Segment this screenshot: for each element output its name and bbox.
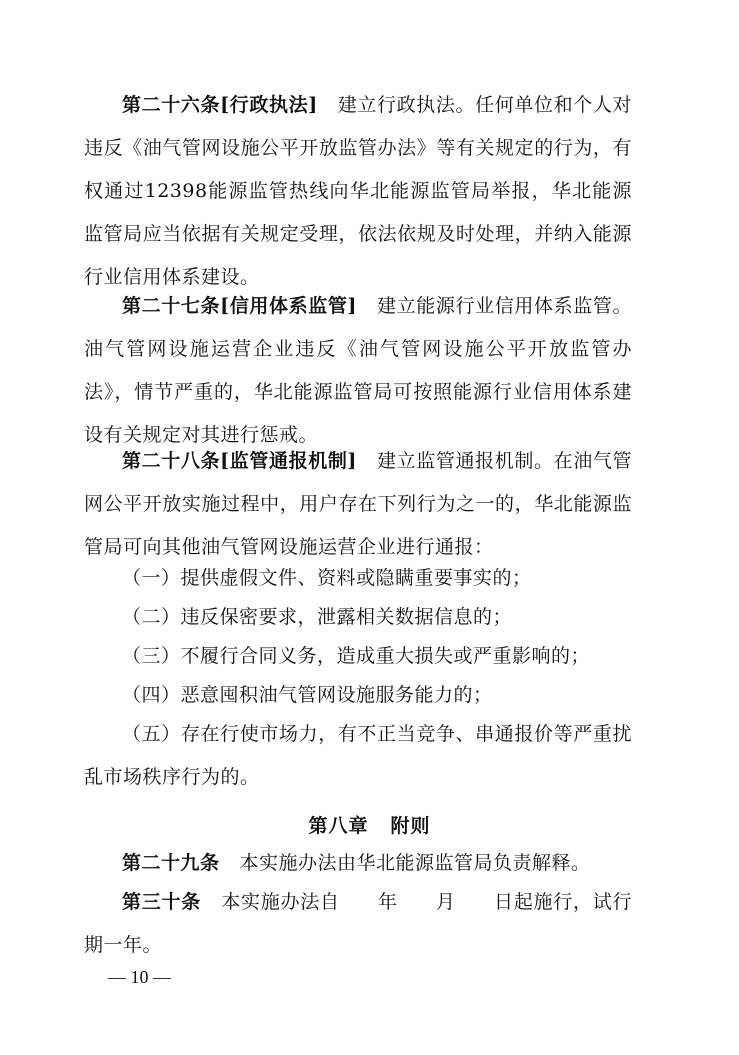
article-30-year: 年 — [377, 891, 398, 913]
article-27-text: 建立能源行业信用体系监管。油气管网设施运营企业违反《油气管网设施公平开放监管办法》，情节严重的，华北能源监管局可按照能源行业信用体系建设有关规定对其进行惩戒。 — [84, 295, 632, 446]
article-28-text: 建立监管通报机制。在油气管网公平开放实施过程中，用户存在下列行为之一的，华北能源监管局可向其他油气管网设施运营企业进行通报： — [84, 450, 632, 558]
page-number: — 10 — — [108, 967, 171, 987]
article-28-item-2: （二）违反保密要求，泄露相关数据信息的； — [122, 606, 513, 628]
article-30 — [84, 881, 632, 967]
chapter-number: 第八章 — [308, 815, 369, 837]
article-30-month: 月 — [435, 891, 456, 913]
chapter-title: 附则 — [390, 815, 431, 837]
article-28-item-4: （四）恶意囤积油气管网设施服务能力的； — [122, 684, 493, 706]
article-26-tag: [行政执法] — [220, 94, 318, 116]
article-26-number: 第二十六条 — [122, 94, 221, 116]
article-26 — [84, 84, 632, 299]
article-29-text: 本实施办法由华北能源监管局负责解释。 — [239, 852, 591, 874]
article-30-number: 第三十条 — [122, 891, 201, 913]
article-29 — [84, 842, 632, 885]
article-27-tag: [信用体系监管] — [220, 295, 357, 317]
article-27 — [84, 285, 632, 457]
article-28 — [84, 440, 632, 569]
article-29-number: 第二十九条 — [122, 852, 220, 874]
article-28-item-1: （一）提供虚假文件、资料或隐瞒重要事实的； — [122, 567, 532, 589]
article-28-item-3: （三）不履行合同义务，造成重大损失或严重影响的； — [122, 645, 591, 667]
article-26-text: 建立行政执法。任何单位和个人对违反《油气管网设施公平开放监管办法》等有关规定的行为，有权通过12398能源监管热线向华北能源监管局举报，华北能源监管局应当依据有关规定受理，依法依规及时处理，并纳入能源行业信用体系建设。 — [84, 94, 632, 288]
article-28-number: 第二十八条 — [122, 450, 221, 472]
article-30-text-start: 本实施办法自 — [221, 891, 340, 913]
article-30-text-end: 日起施行，试行期一年。 — [84, 891, 632, 956]
article-28-item-5: （五）存在行使市场力，有不正当竞争、串通报价等严重扰乱市场秩序行为的。 — [84, 723, 632, 788]
article-28-tag: [监管通报机制] — [220, 450, 357, 472]
article-27-number: 第二十七条 — [122, 295, 221, 317]
